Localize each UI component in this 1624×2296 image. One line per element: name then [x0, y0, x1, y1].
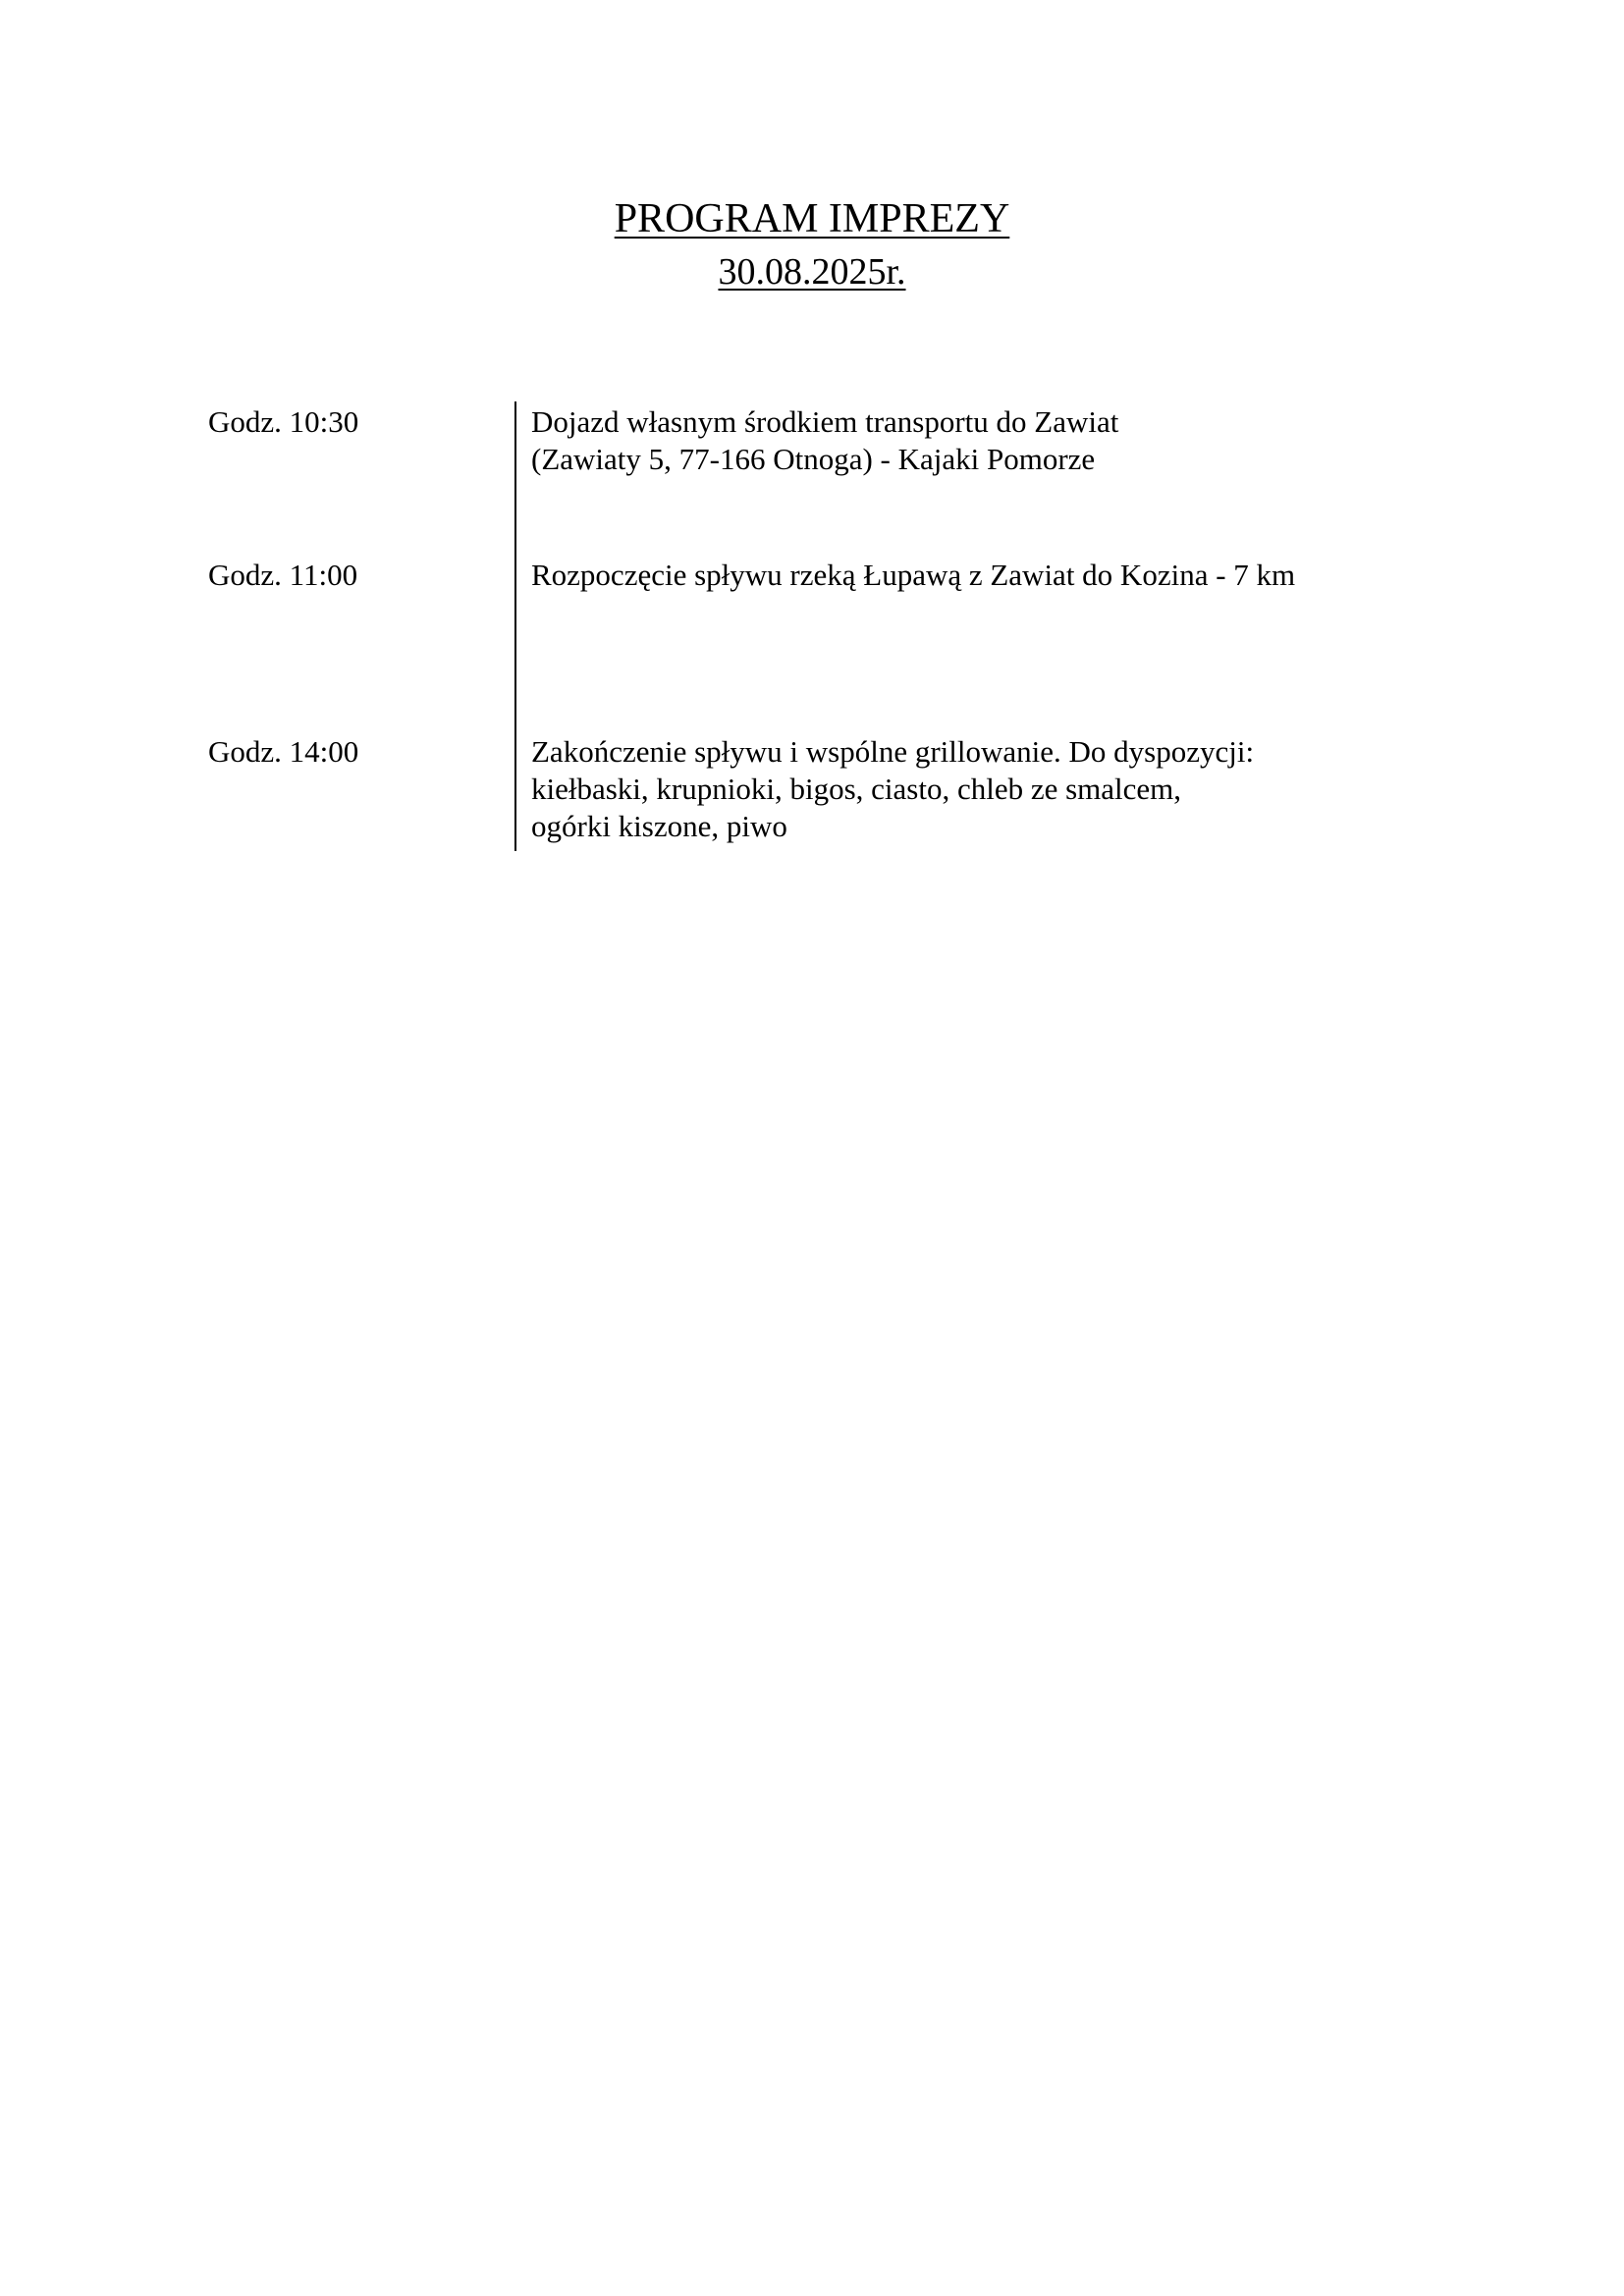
schedule-time: Godz. 10:30: [208, 404, 359, 439]
schedule-description-line: Dojazd własnym środkiem transportu do Zawiat: [531, 404, 1119, 439]
page-title: PROGRAM IMPREZY: [614, 196, 1010, 241]
schedule-description-line: kiełbaski, krupnioki, bigos, ciasto, chleb ze smalcem,: [531, 772, 1182, 806]
schedule-description: [531, 403, 1118, 478]
schedule-description-line: Rozpoczęcie spływu rzeką Łupawą z Zawiat do Kozina - 7 km: [531, 558, 1296, 592]
schedule-description: [531, 557, 1295, 594]
schedule-description-line: Zakończenie spływu i wspólne grillowanie. Do dyspozycji:: [531, 734, 1255, 769]
column-divider: [514, 401, 516, 851]
schedule-time: Godz. 11:00: [208, 558, 358, 592]
event-date: 30.08.2025r.: [718, 251, 906, 293]
schedule-description: [531, 733, 1254, 845]
schedule-description-line: ogórki kiszone, piwo: [531, 809, 787, 843]
schedule-time: Godz. 14:00: [208, 734, 359, 769]
schedule-description-line: (Zawiaty 5, 77-166 Otnoga) - Kajaki Pomorze: [531, 442, 1096, 476]
